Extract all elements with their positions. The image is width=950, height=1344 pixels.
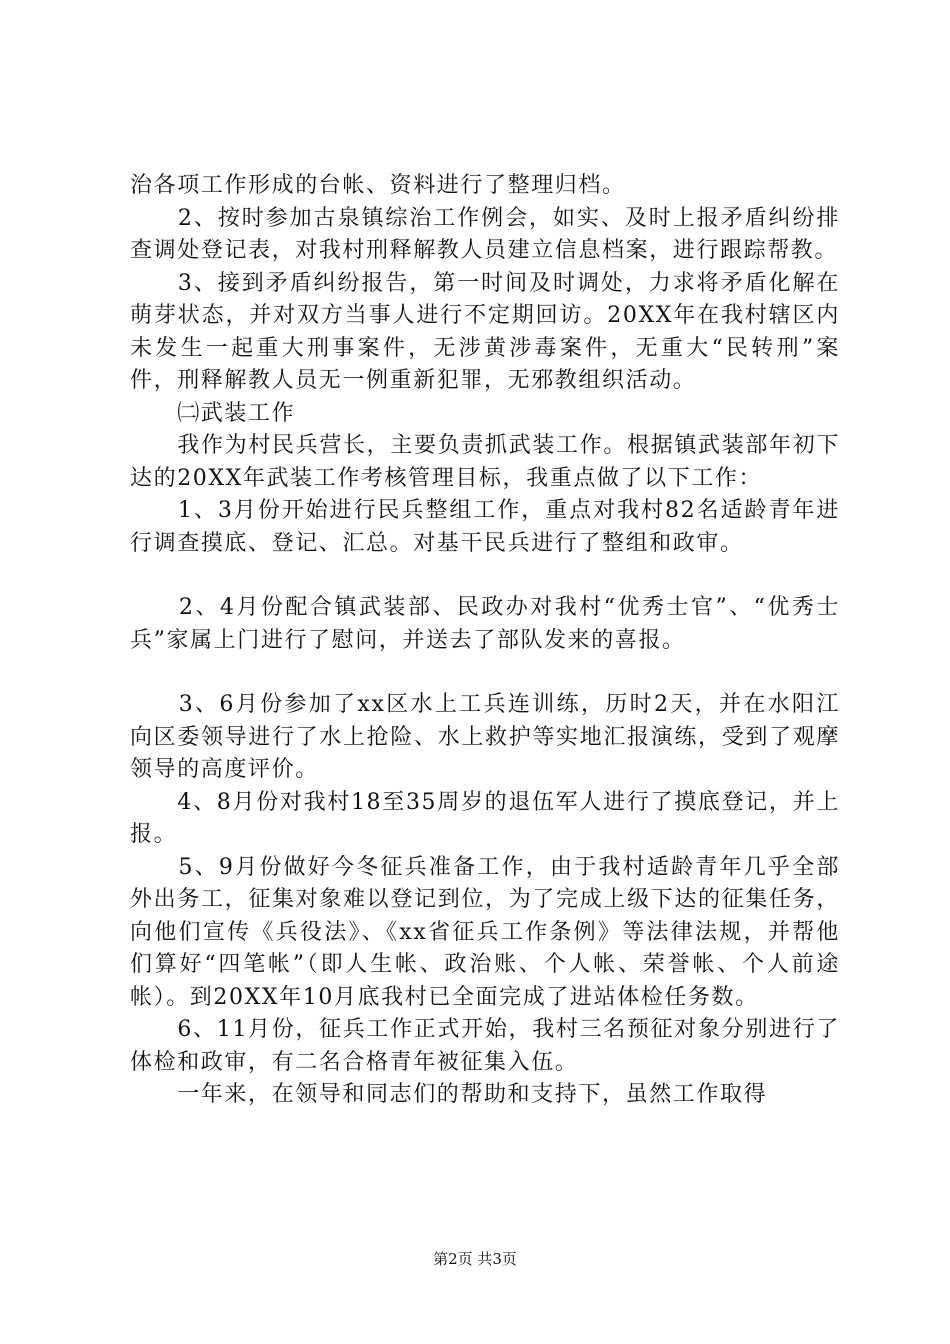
section-heading-armed-work: ㈡武装工作 <box>130 400 296 426</box>
page-number: 第2页 共3页 <box>433 1250 517 1268</box>
paragraph-armed-item-6: 6、11月份，征兵工作正式开始，我村三名预征对象分别进行了体检和政审，有二名合格青年被征集入伍。 <box>130 1017 840 1075</box>
paragraph-armed-item-4: 4、8月份对我村18至35周岁的退伍军人进行了摸底登记，并上报。 <box>130 789 840 847</box>
blank-line <box>130 560 840 592</box>
paragraph-armed-item-5: 5、9月份做好今冬征兵准备工作，由于我村适龄青年几乎全部外出务工，征集对象难以登记到位，为了完成上级下达的征集任务，向他们宣传《兵役法》、《xx省征兵工作条例》等法律法规，并帮他们算好“四笔帐”（即人生帐、政治账、个人帐、荣誉帐、个人前途帐）。到20XX年10月底我村已全面完成了进站体检任务数。 <box>130 854 840 1010</box>
document-body <box>130 170 840 1112</box>
paragraph-item-2: 2、按时参加古泉镇综治工作例会，如实、及时上报矛盾纠纷排查调处登记表，对我村刑释解教人员建立信息档案，进行跟踪帮教。 <box>130 205 840 263</box>
paragraph-summary: 一年来，在领导和同志们的帮助和支持下，虽然工作取得 <box>130 1082 768 1107</box>
paragraph-armed-intro: 我作为村民兵营长，主要负责抓武装工作。根据镇武装部年初下达的20XX年武装工作考核管理目标，我重点做了以下工作： <box>130 433 840 491</box>
paragraph-archive-end: 治各项工作形成的台帐、资料进行了整理归档。 <box>130 173 626 198</box>
paragraph-item-3: 3、接到矛盾纠纷报告，第一时间及时调处，力求将矛盾化解在萌芽状态，并对双方当事人进行不定期回访。20XX年在我村辖区内未发生一起重大刑事案件，无涉黄涉毒案件，无重大“民转刑”案件，刑释解教人员无一例重新犯罪，无邪教组织活动。 <box>130 270 840 393</box>
paragraph-armed-item-2: 2、4月份配合镇武装部、民政办对我村“优秀士官”、“优秀士兵”家属上门进行了慰问，并送去了部队发来的喜报。 <box>130 595 840 653</box>
paragraph-armed-item-3: 3、6月份参加了xx区水上工兵连训练，历时2天，并在水阳江向区委领导进行了水上抢险、水上救护等实地汇报演练，受到了观摩领导的高度评价。 <box>130 692 840 782</box>
paragraph-armed-item-1: 1、3月份开始进行民兵整组工作，重点对我村82名适龄青年进行调查摸底、登记、汇总。对基干民兵进行了整组和政审。 <box>130 498 840 556</box>
blank-line <box>130 657 840 689</box>
